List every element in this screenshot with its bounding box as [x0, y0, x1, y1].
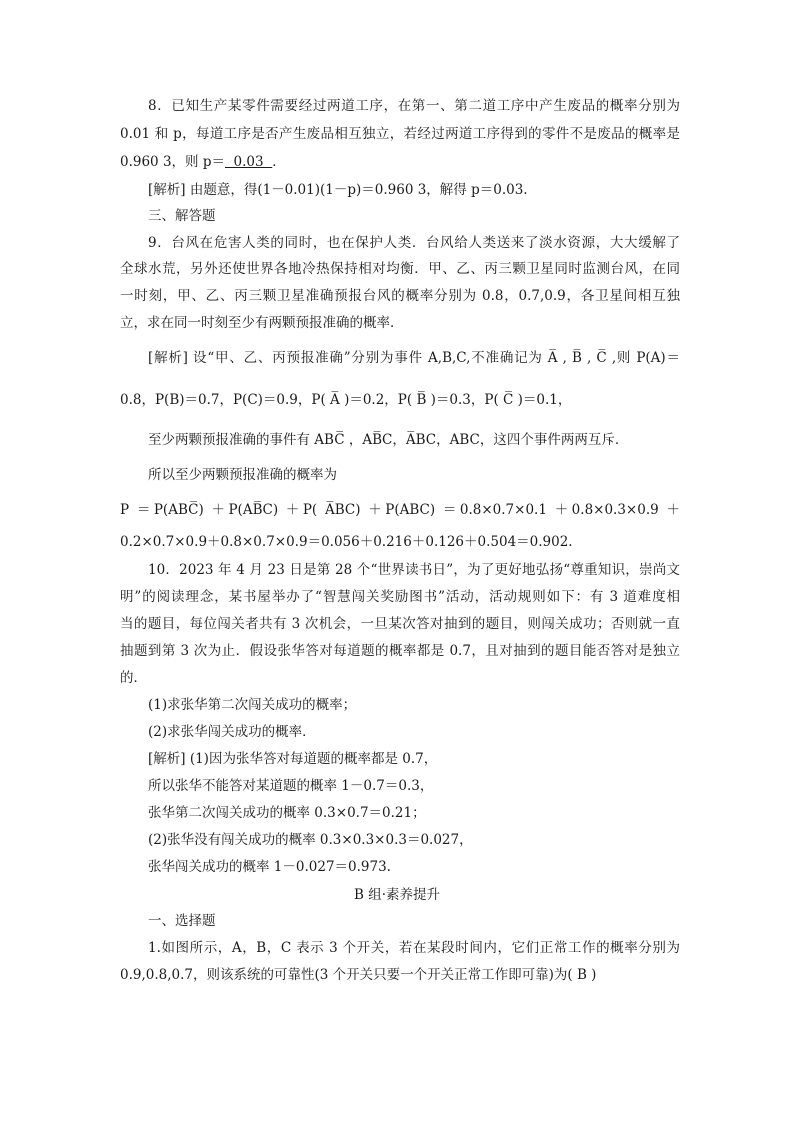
q10-solution-4: (2)张华没有闯关成功的概率 0.3×0.3×0.3＝0.027，: [148, 832, 473, 848]
q10-subquestion-2: (2)求张华闯关成功的概率．: [148, 724, 316, 740]
q9-line-4: 立，求在同一时刻至少有两颗预报准确的概率．: [120, 315, 404, 331]
q9-solution-5: P ＝P(ABC̅) ＋P(AB̅C) ＋P( A̅BC) ＋P(ABC) ＝0.8×0.7×0.1 ＋0.8×0.3×0.9 ＋: [120, 502, 680, 518]
q8-line-2: 0.01 和 p，每道工序是否产生废品相互独立，若经过两道工序得到的零件不是废品的概率是: [120, 126, 680, 142]
q8-line-3-end: ．: [272, 154, 286, 170]
q8-solution: [解析] 由题意，得(1－0.01)(1－p)＝0.960 3，解得 p＝0.03.: [148, 182, 528, 198]
q9-line-1: 9．台风在危害人类的同时，也在保护人类．台风给人类送来了淡水资源，大大缓解了: [148, 235, 680, 251]
q10-line-1: 10．2023 年 4 月 23 日是第 28 个“世界读书日”，为了更好地弘扬“尊重知识，崇尚文: [148, 562, 680, 578]
q9-solution-3: 至少两颗预报准确的事件有 ABC̅ ，AB̅C，A̅BC，ABC，这四个事件两两互斥．: [148, 432, 629, 448]
group-b-heading: B 组·素养提升: [353, 887, 440, 903]
q9-solution-2: 0.8，P(B)＝0.7，P(C)＝0.9，P( A̅ )＝0.2，P( B̅ )＝0.3，P( C̅ )＝0.1，: [120, 392, 572, 408]
q10-solution-5: 张华闯关成功的概率 1－0.027＝0.973.: [148, 859, 391, 875]
q9-solution-6: 0.2×0.7×0.9＋0.8×0.7×0.9＝0.056＋0.216＋0.126＋0.504＝0.902.: [120, 534, 573, 550]
q10-line-3: 当的题目，每位闯关者共有 3 次机会，一旦某次答对抽到的题目，则闯关成功；否则就一直: [120, 616, 680, 632]
q9-line-3: 一时刻，甲、乙、丙三颗卫星准确预报台风的概率分别为 0.8，0.7,0.9，各卫星间相互独: [120, 288, 680, 304]
q1-line-1: 1.如图所示，A，B，C 表示 3 个开关，若在某段时间内，它们正常工作的概率分别为: [148, 940, 680, 956]
section-heading-choice: 一、选择题: [148, 913, 216, 929]
q10-line-5: 的．: [120, 670, 147, 686]
q1-line-2: 0.9,0.8,0.7，则该系统的可靠性(3 个开关只要一个开关正常工作即可靠)为( B ): [120, 967, 597, 983]
q8-answer-blank: 0.03: [224, 154, 273, 170]
q9-solution-4: 所以至少两颗预报准确的概率为: [148, 467, 337, 483]
q8-line-3-text: 0.960 3，则 p＝: [120, 154, 225, 170]
q9-line-2: 全球水荒，另外还使世界各地冷热保持相对均衡．甲、乙、丙三颗卫星同时监测台风，在同: [120, 261, 680, 277]
q10-solution-2: 所以张华不能答对某道题的概率 1－0.7＝0.3，: [148, 778, 434, 794]
q10-subquestion-1: (1)求张华第二次闯关成功的概率；: [148, 697, 357, 713]
q10-line-2: 明”的阅读理念，某书屋举办了“智慧闯关奖励图书”活动，活动规则如下：有 3 道难度相: [120, 589, 680, 605]
q10-solution-3: 张华第二次闯关成功的概率 0.3×0.7＝0.21；: [148, 805, 426, 821]
q10-line-4: 抽题到第 3 次为止．假设张华答对每道题的概率都是 0.7，且对抽到的题目能否答对是独立: [120, 643, 680, 659]
q9-solution-1: [解析] 设“甲、乙、丙预报准确”分别为事件 A,B,C,不准确记为 A̅ , B̅ , C̅ ,则 P(A)＝: [148, 350, 680, 366]
q8-line-3: [120, 152, 680, 172]
q10-solution-1: [解析] (1)因为张华答对每道题的概率都是 0.7，: [148, 751, 438, 767]
q8-line-1: 8．已知生产某零件需要经过两道工序，在第一、第二道工序中产生废品的概率分别为: [148, 98, 680, 114]
section-heading-solve: 三、解答题: [148, 208, 216, 224]
